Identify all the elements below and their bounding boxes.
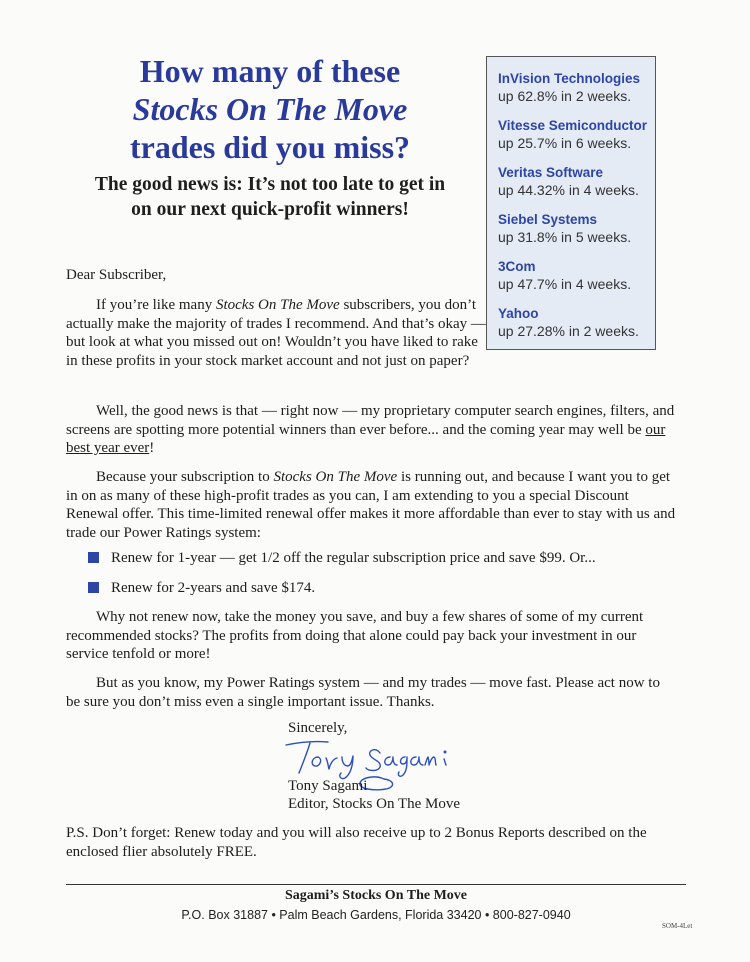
bullet-text: Renew for 1-year — get 1/2 off the regular subscription price and save $99. Or... [111, 550, 596, 566]
greeting: Dear Subscriber, [66, 267, 167, 283]
bullet-text: Renew for 2-years and save $174. [111, 580, 316, 596]
stock-item [498, 164, 655, 211]
footer-title: Sagami’s Stocks On The Move [284, 888, 467, 903]
stock-name: Vitesse Semiconductor [498, 118, 648, 133]
stock-gain: up 25.7% in 6 weeks. [498, 135, 632, 151]
headline-line-2: Stocks On The Move [132, 91, 408, 127]
square-bullet-icon [88, 582, 99, 593]
form-code: SOM-4Let [662, 922, 693, 930]
paragraph-1-italic: Stocks On The Move [215, 297, 340, 313]
paragraph-2 [66, 402, 676, 458]
stock-gain: up 31.8% in 5 weeks. [498, 229, 632, 245]
paragraph-5: But as you know, my Power Ratings system — and my trades — move fast. Please act now to be sure you don’t miss even a single important issue. Thanks. [66, 675, 660, 710]
headline [60, 52, 480, 166]
paragraph-1-text-a: If you’re like many [96, 297, 216, 313]
square-bullet-icon [88, 552, 99, 563]
signer-title: Editor, Stocks On The Move [288, 796, 461, 812]
paragraph-2-text-b: ! [149, 440, 155, 456]
stock-item [498, 211, 655, 258]
stock-gain: up 44.32% in 4 weeks. [498, 182, 639, 198]
stock-gains-box [486, 56, 656, 350]
signer-name: Tony Sagami [288, 778, 368, 794]
stock-gain: up 62.8% in 2 weeks. [498, 88, 632, 104]
paragraph-1-text-b: subscribers, you don’t actually make the majority of trades I recommend. And that’s okay — but look at what you missed out on! Wouldn’t you have liked to rake in these profits in your stock market account and not just on paper? [66, 297, 486, 369]
paragraph-2-text-a: Well, the good news is that — right now — my proprietary computer search engines, filters, and screens are spotting more potential winners than ever before... and the coming year may well be [66, 403, 675, 438]
paragraph-3 [66, 468, 676, 542]
stock-item [498, 117, 655, 164]
headline-line-3: trades did you miss? [129, 129, 411, 165]
subheadline-line-2: on our next quick-profit winners! [131, 199, 409, 220]
subheadline-line-1: The good news is: It’s not too late to get in [94, 174, 446, 195]
paragraph-2-underline: our best year ever [66, 421, 666, 456]
stock-item [498, 305, 655, 352]
bullet-item [88, 579, 315, 597]
stock-item [498, 70, 655, 117]
postscript: P.S. Don’t forget: Renew today and you will also receive up to 2 Bonus Reports described on the enclosed flier absolutely FREE. [66, 825, 647, 860]
bullet-item [88, 549, 596, 567]
headline-line-1: How many of these [139, 53, 401, 89]
footer-divider [66, 884, 686, 885]
stock-gain: up 47.7% in 4 weeks. [498, 276, 632, 292]
stock-gain: up 27.28% in 2 weeks. [498, 323, 639, 339]
paragraph-3-italic: Stocks On The Move [273, 469, 398, 485]
stock-name: Siebel Systems [498, 212, 598, 227]
footer-address: P.O. Box 31887 • Palm Beach Gardens, Florida 33420 • 800-827-0940 [181, 908, 571, 922]
stock-name: Veritas Software [498, 165, 604, 180]
stock-name: 3Com [498, 259, 536, 274]
stock-name: InVision Technologies [498, 71, 641, 86]
paragraph-3-text-a: Because your subscription to [96, 469, 274, 485]
stock-name: Yahoo [498, 306, 539, 321]
paragraph-3-text-b: is running out, and because I want you to get in on as many of these high-profit trades as you can, I am extending to you a special Discount Renewal offer. This time-limited renewal offer makes it more affordable than ever to stay with us and trade our Power Ratings system: [66, 469, 676, 541]
closing: Sincerely, [288, 720, 348, 736]
subheadline [50, 172, 490, 222]
paragraph-4: Why not renew now, take the money you save, and buy a few shares of some of my current recommended stocks? The profits from doing that alone could pay back your investment in our service tenfold or more! [66, 609, 644, 662]
paragraph-1 [66, 296, 486, 370]
